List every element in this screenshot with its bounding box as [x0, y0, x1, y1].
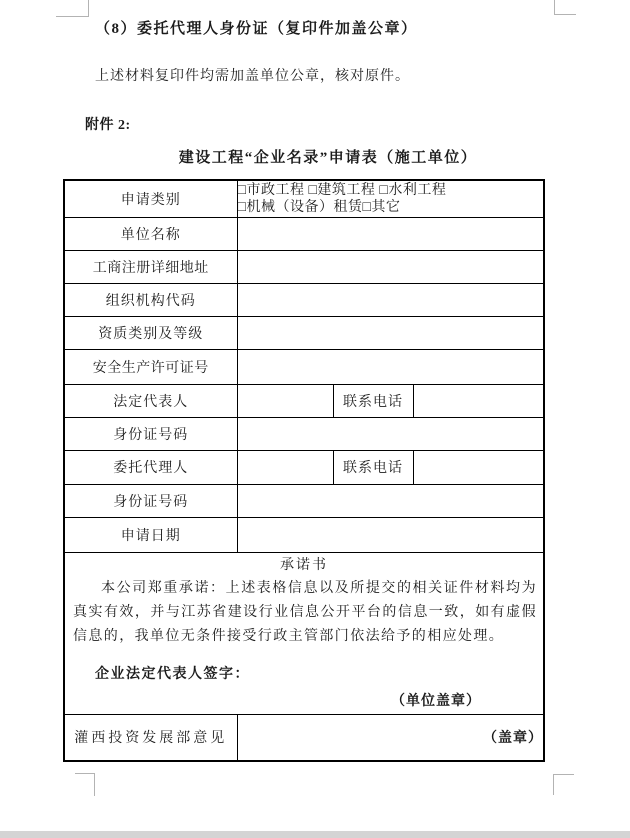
- legal-rep-signature-label: 企业法定代表人签字：: [95, 666, 250, 682]
- agent-label: 委托代理人: [64, 450, 237, 484]
- table-row: [64, 484, 544, 517]
- form-table-title: 建设工程“企业名录”申请表（施工单位）: [178, 150, 478, 166]
- table-row: [64, 316, 544, 349]
- apply-date-value-cell[interactable]: [237, 517, 544, 552]
- development-dept-opinion-cell[interactable]: [237, 714, 544, 761]
- table-row: [64, 552, 544, 714]
- seal-label: （盖章）: [483, 731, 543, 747]
- legal-rep-id-value-cell[interactable]: [237, 417, 544, 450]
- agent-id-value-cell[interactable]: [237, 484, 544, 517]
- legal-rep-phone-value-cell[interactable]: [413, 384, 544, 417]
- legal-rep-phone-label: 联系电话: [333, 384, 413, 417]
- category-label: 申请类别: [64, 180, 237, 217]
- category-options-cell[interactable]: [237, 180, 544, 217]
- agent-phone-label: 联系电话: [333, 450, 413, 484]
- qualification-label: 资质类别及等级: [64, 316, 237, 349]
- table-row: [64, 349, 544, 384]
- page-margin-mark-bottom-left: [75, 773, 95, 796]
- legal-rep-id-label: 身份证号码: [64, 417, 237, 450]
- attachment-2-label: 附件 2:: [85, 118, 131, 133]
- agent-phone-value-cell[interactable]: [413, 450, 544, 484]
- org-code-label: 组织机构代码: [64, 283, 237, 316]
- page-margin-mark-top-left: [56, 0, 89, 17]
- unit-name-label: 单位名称: [64, 217, 237, 250]
- agent-id-label: 身份证号码: [64, 484, 237, 517]
- unit-name-value-cell[interactable]: [237, 217, 544, 250]
- table-row: [64, 283, 544, 316]
- company-seal-label: （单位盖章）: [391, 693, 481, 709]
- registered-address-label: 工商注册详细地址: [64, 250, 237, 283]
- legal-rep-value-cell[interactable]: [237, 384, 333, 417]
- legal-rep-label: 法定代表人: [64, 384, 237, 417]
- page-margin-mark-top-right: [554, 0, 576, 15]
- table-row: [64, 180, 544, 217]
- table-row: [64, 217, 544, 250]
- pledge-title: 承诺书: [280, 557, 328, 573]
- page-margin-mark-bottom-right: [553, 774, 574, 795]
- category-options-line2[interactable]: □机械（设备）租赁□其它: [237, 199, 401, 215]
- table-row: [64, 517, 544, 552]
- safety-license-label: 安全生产许可证号: [64, 349, 237, 384]
- application-form-table: [63, 179, 545, 762]
- qualification-value-cell[interactable]: [237, 316, 544, 349]
- registered-address-value-cell[interactable]: [237, 250, 544, 283]
- table-row: [64, 384, 544, 417]
- list-item-8-heading: （8）委托代理人身份证（复印件加盖公章）: [95, 21, 418, 37]
- table-row: [64, 417, 544, 450]
- apply-date-label: 申请日期: [64, 517, 237, 552]
- org-code-value-cell[interactable]: [237, 283, 544, 316]
- table-row: [64, 450, 544, 484]
- table-row: [64, 250, 544, 283]
- pledge-cell: [64, 552, 544, 714]
- development-dept-opinion-label: 灌西投资发展部意见: [64, 714, 237, 761]
- table-row: [64, 714, 544, 761]
- agent-value-cell[interactable]: [237, 450, 333, 484]
- safety-license-value-cell[interactable]: [237, 349, 544, 384]
- pledge-body: 本公司郑重承诺：上述表格信息以及所提交的相关证件材料均为真实有效，并与江苏省建设行业信息公开平台的信息一致，如有虚假信息的，我单位无条件接受行政主管部门依法给予的相应处理。: [73, 580, 537, 644]
- page-bottom-edge: [0, 831, 630, 838]
- category-options-line1[interactable]: □市政工程 □建筑工程 □水利工程: [237, 182, 447, 198]
- materials-note: 上述材料复印件均需加盖单位公章，核对原件。: [95, 69, 410, 84]
